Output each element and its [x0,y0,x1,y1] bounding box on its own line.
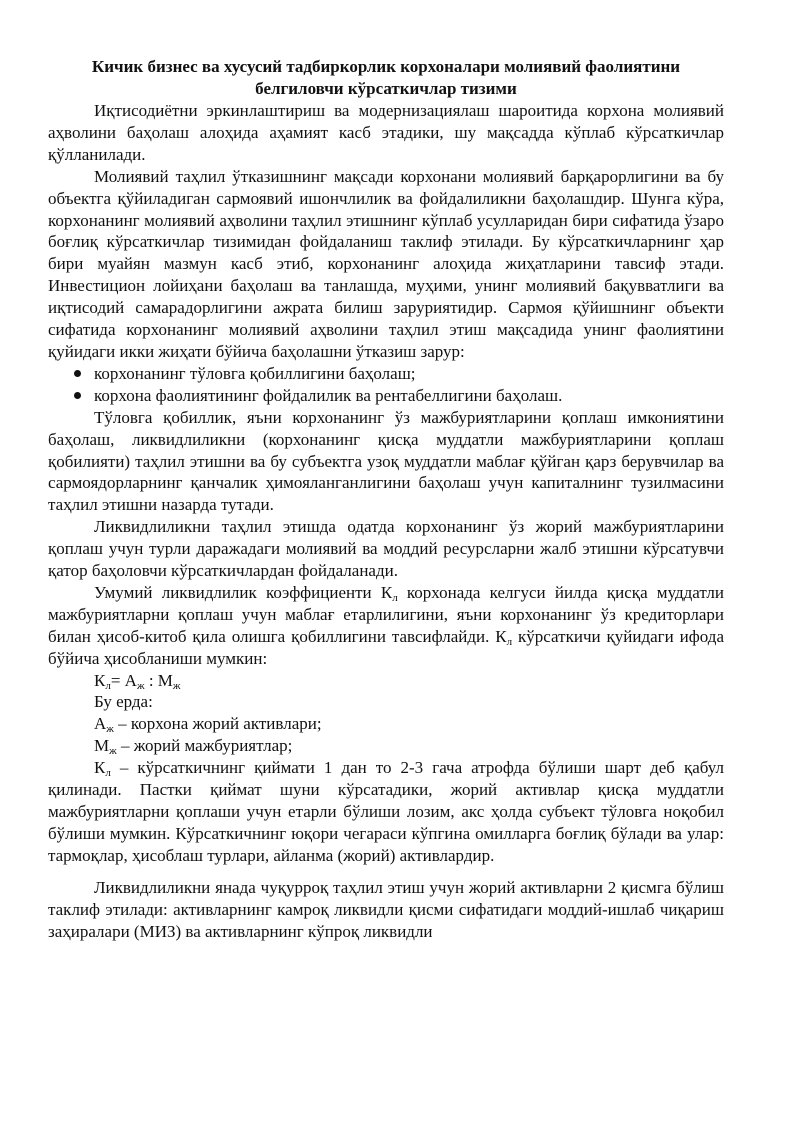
paragraph-deeper-analysis: Ликвидлиликни янада чуқурроқ таҳлил этиш учун жорий активларни 2 қисмга бўлиш таклиф этилади: активларнинг камроқ ликвидли қисми сифатидаги моддий-ишлаб чиқариш заҳиралари (МИЗ) ва активларнинг кўпроқ ликвидли [48,877,724,941]
subscript: л [105,679,111,692]
list-item [48,363,724,385]
paragraph-liquidity: Ликвидлиликни таҳлил этишда одатда корхонанинг ўз жорий мажбуриятларини қоплаш учун турли даражадаги молиявий ва моддий ресурсларни жалб этишни кўрсатувчи қатор баҳоловчи кўрсаткичлардан фойдаланади. [48,517,724,581]
text-run: корхонада келгуси йилда қисқа муддатли мажбуриятларни қоплаш учун маблағ етарлилигини, яъни корхонанинг ўз кредиторлари билан ҳисоб-китоб қила олишга қобиллигини тавсифлайди. К [48,582,724,646]
paragraph-ratio-range [48,757,724,867]
formula-text: = А [110,670,137,690]
bullet-list [48,363,724,407]
text-run: – кўрсаткичнинг қиймати 1 дан то 2-3 гача атрофда бўлиши шарт деб қабул қилинади. Пастки қиймат шуни кўрсатадики, жорий активлар қисқа муддатли мажбуриятларни қоплаши учун етарли бўлиши лозим, акс ҳолда субъект тўловга ноқобил бўлиши мумкин. Кўрсаткичнинг юқори чегараси кўпгина омилларга боғлиқ бўлади ва улар: тармоқлар, ҳисоблаш турлари, айланма (жорий) активлардир. [48,758,724,865]
subscript: ж [172,679,181,692]
list-item [48,385,724,407]
list-item-text: корхона фаолиятининг фойдалилик ва рентабеллигини баҳолаш. [94,385,563,405]
subscript: ж [136,679,145,692]
text-run: К [94,758,106,778]
document-title [48,56,724,100]
subscript: л [105,767,111,780]
paragraph-liquidity-ratio [48,582,724,670]
title-line-1: Кичик бизнес ва хусусий тадбиркорлик корхоналари молиявий фаолиятини [91,57,681,76]
definition-text: – корхона жорий активлари; [113,714,322,734]
definition-liabilities [48,735,724,757]
paragraph-intro: Иқтисодиётни эркинлаштириш ва модернизациялаш шароитида корхона молиявий аҳволини баҳолаш алоҳида аҳамият касб этадики, шу мақсадда кўплаб кўрсаткичлар қўлланилади. [48,101,724,164]
definition-symbol: А [94,714,107,734]
bullet-icon [74,392,81,399]
subscript: л [506,635,513,648]
definition-symbol: М [94,736,110,756]
formula-text: : М [144,670,173,690]
where-label: Бу ерда: [94,692,153,712]
formula-symbol: К [94,670,106,690]
definition-text: – жорий мажбуриятлар; [116,736,293,756]
subscript: л [392,591,398,604]
list-item-text: корхонанинг тўловга қобиллигини баҳолаш; [94,363,416,383]
title-line-2: белгиловчи кўрсаткичлар тизими [255,79,517,98]
bullet-icon [74,370,81,377]
definition-assets [48,713,724,735]
subscript: ж [109,745,117,758]
formula [48,670,724,692]
paragraph-solvency: Тўловга қобиллик, яъни корхонанинг ўз мажбуриятларини қоплаш имкониятини баҳолаш, ликвидлиликни (корхонанинг қисқа муддатли мажбуриятларини қоплаш қобилияти) таҳлил этишни ва бу субъектга узоқ муддатли маблағ қўйган қарз берувчилар ва сармоядорларнинг қанчалик ҳимояланганлигини баҳолаш учун капиталнинг тузилмасини таҳлил этишни назарда тутади. [48,407,724,515]
paragraph-analysis-purpose: Молиявий таҳлил ўтказишнинг мақсади корхонани молиявий барқарорлигини ва бу объектга қўйиладиган сармоявий ишончлилик ва фойдалиликни баҳолашдир. Шунга кўра, корхонанинг молиявий аҳволини таҳлил этишнинг кўплаб усулларидан бири сифатида ўзаро боғлиқ кўрсаткичлар тизимидан фойдаланиш таклиф этилади. Бу кўрсаткичларнинг ҳар бири муайян мазмун касб этиб, корхонанинг алоҳида жиҳатларини тавсиф этади. Инвестицион лойиҳани баҳолаш ва танлашда, муҳими, унинг молиявий бақувватлиги ва иқтисодий самарадорлигини ажрата билиш заруриятидир. Сармоя қўйишнинг объекти сифатида корхонанинг молиявий аҳволини таҳлил этиш мақсадида унинг фаолиятини қуйидаги икки жиҳати бўйича баҳолашни ўтказиш зарур: [48,166,724,361]
document-page [48,56,724,942]
text-run: Умумий ликвидлилик коэффициенти К [94,582,393,602]
text-run: кўрсаткичи қуйидаги ифода бўйича ҳисобланиши мумкин: [48,626,724,668]
subscript: ж [106,723,114,736]
